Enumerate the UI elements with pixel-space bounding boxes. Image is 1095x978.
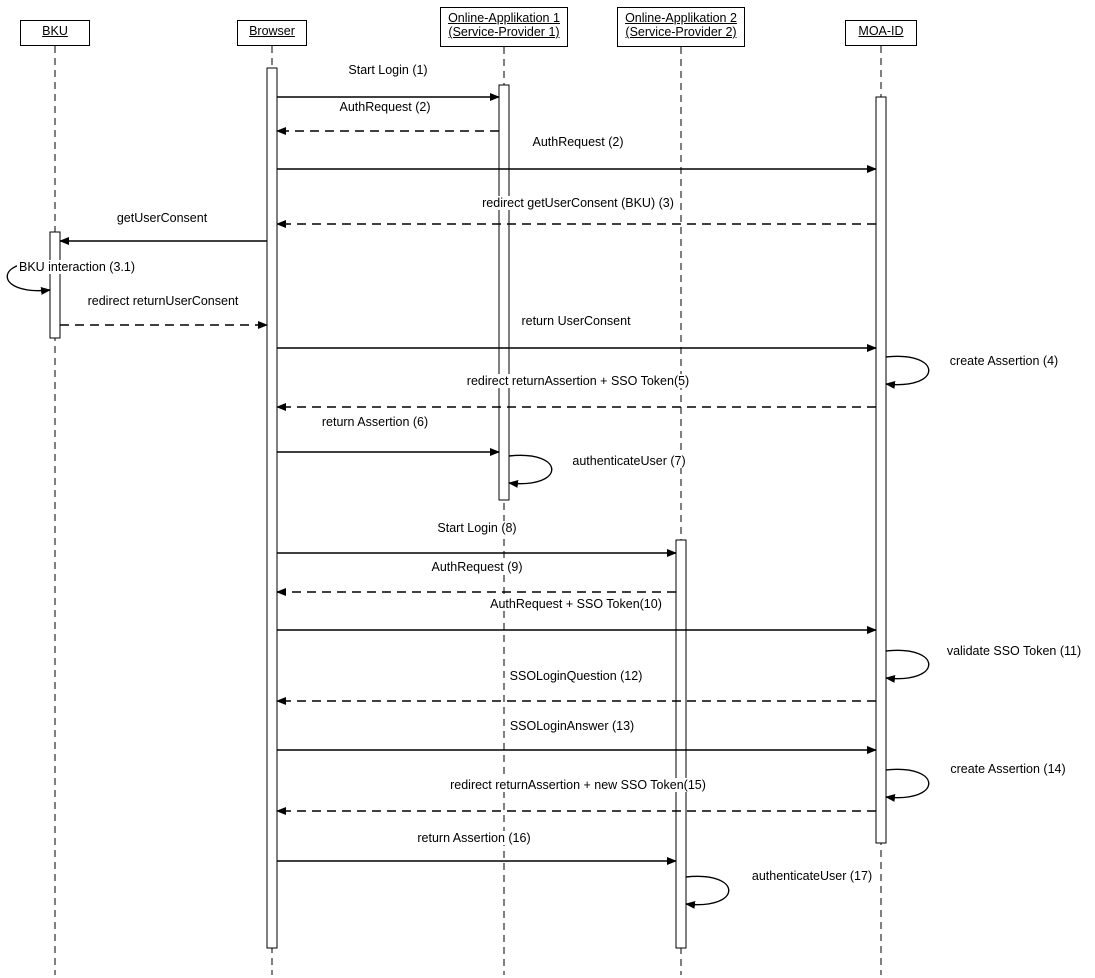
lifeline-header-oa1 — [440, 7, 568, 47]
message-label-3: AuthRequest (2) — [532, 135, 624, 149]
self-message-9 — [886, 356, 929, 384]
message-label-16: validate SSO Token (11) — [946, 644, 1082, 658]
activation-bar-oa1 — [499, 85, 509, 500]
activation-bar-browser — [267, 68, 277, 948]
lifeline-header-label: Online-Applikation 1 — [448, 11, 560, 25]
message-label-18: SSOLoginAnswer (13) — [509, 719, 635, 733]
message-label-6: BKU interaction (3.1) — [18, 260, 136, 274]
lifeline-header-label: BKU — [42, 24, 68, 38]
activation-bar-moaid — [876, 97, 886, 843]
message-label-9: create Assertion (4) — [949, 354, 1059, 368]
message-label-5: getUserConsent — [116, 211, 208, 225]
message-label-7: redirect returnUserConsent — [87, 294, 239, 308]
message-label-10: redirect returnAssertion + SSO Token(5) — [466, 374, 690, 388]
activation-bar-oa2 — [676, 540, 686, 948]
message-label-2: AuthRequest (2) — [339, 100, 431, 114]
self-message-12 — [509, 455, 552, 483]
message-label-13: Start Login (8) — [437, 521, 517, 535]
lifeline-header-label: (Service-Provider 1) — [448, 25, 560, 39]
message-label-12: authenticateUser (7) — [572, 454, 686, 468]
message-label-21: return Assertion (16) — [417, 831, 531, 845]
message-label-4: redirect getUserConsent (BKU) (3) — [482, 196, 674, 210]
self-message-22 — [686, 876, 729, 904]
message-label-17: SSOLoginQuestion (12) — [509, 669, 643, 683]
lifeline-header-label: MOA-ID — [858, 24, 904, 38]
lifeline-header-moaid — [845, 20, 917, 46]
message-label-14: AuthRequest (9) — [431, 560, 523, 574]
lifeline-header-browser — [237, 20, 307, 46]
lifeline-header-label: (Service-Provider 2) — [625, 25, 737, 39]
message-label-15: AuthRequest + SSO Token(10) — [490, 597, 662, 611]
lifeline-header-label: Online-Applikation 2 — [625, 11, 737, 25]
self-message-19 — [886, 769, 929, 797]
message-label-19: create Assertion (14) — [950, 762, 1066, 776]
lifeline-header-oa2 — [617, 7, 745, 47]
message-label-22: authenticateUser (17) — [751, 869, 873, 883]
message-label-20: redirect returnAssertion + new SSO Token(15) — [450, 778, 706, 792]
lifeline-header-bku — [20, 20, 90, 46]
activation-bar-bku — [50, 232, 60, 338]
message-label-8: return UserConsent — [521, 314, 631, 328]
lifeline-header-label: Browser — [249, 24, 295, 38]
message-label-11: return Assertion (6) — [321, 415, 429, 429]
message-label-1: Start Login (1) — [348, 63, 428, 77]
self-message-16 — [886, 650, 929, 678]
